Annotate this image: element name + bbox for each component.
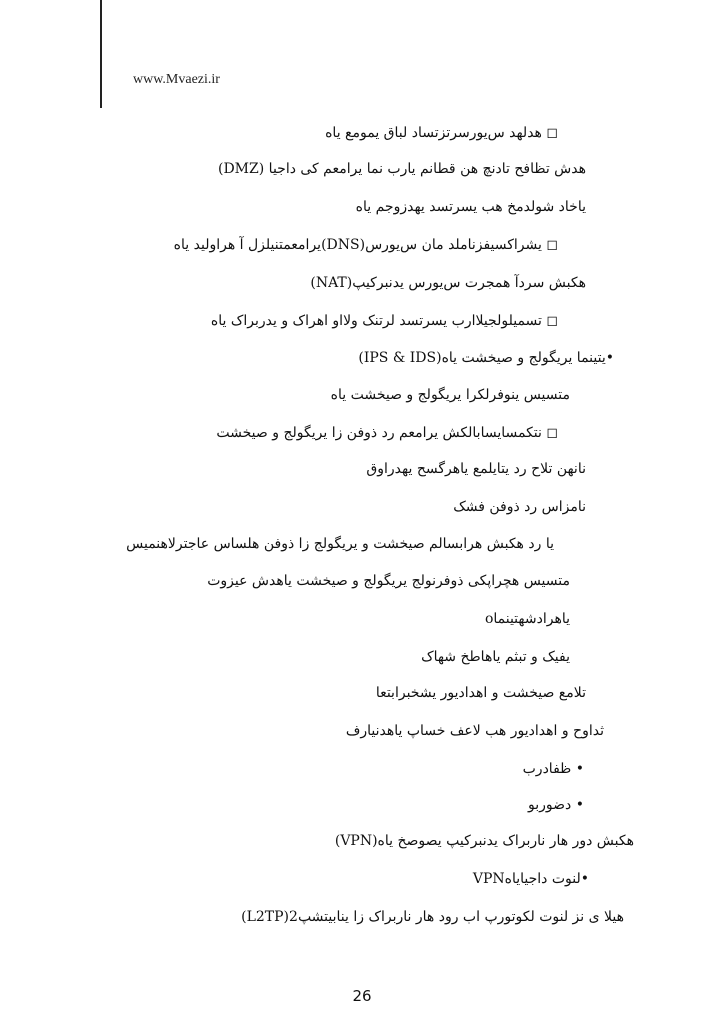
text-line: •لنوت داجیایاهVPN [472,871,589,887]
text-line: متسیس ینوفرلکرا یریگولج و صیخشت یاه [330,387,570,403]
text-line: ثداوح و اهدادیور هب لاعف خساپ یاهدنیارف [345,723,604,739]
site-url: www.Mvaezi.ir [133,72,220,87]
text-line: ◻ نتکمسایسابالکش یرامعم رد ذوفن زا یریگولج و صیخشت [216,425,558,441]
text-line: نامزاس رد ذوفن فشک [453,499,586,515]
text-line: نانهن تلاح رد یتایلمع یاهرگسح یهدراوق [366,461,586,477]
text-line: یا رد هکبش هرابسالم صیخشت و یریگولج زا ذوفن هلساس عاجترلاهنمیس [126,536,554,552]
text-line: •یتینما یریگولج و صیخشت یاه(IPS & IDS) [358,350,614,366]
text-line: تلامع صیخشت و اهدادیور یشخبرابتعا [375,685,586,701]
margin-rule [100,0,102,108]
text-line: هیلا ی نز لنوت لکوتورپ اب رود هار ناربراک زا ینابیتشپ2(L2TP) [241,909,624,925]
text-line: (DMZ) هدش تظافح تادنچ هن قطانم یارب نما یرامعم کی داجیا [218,161,586,177]
text-line: oیاهرادشهتینما [484,611,570,627]
text-line: هکبش سردآ همجرت س‌یورس یدنبرکیپ(NAT) [310,275,586,291]
text-line: ◻ هدلهد س‌یورسرتزتساد لباق یمومع یاه [325,125,558,141]
text-line: ◻ یشراکسیفزناملد مان س‌یورس(DNS)یرامعمتنیلزل آ هراولید یاه [173,237,558,253]
text-line: هکبش دور هار ناربراک یدنبرکیپ یصوصخ یاه(VPN) [334,833,634,849]
text-line: • دضوربو [528,797,584,813]
text-line: ◻ تسمیلولجیلاارب یسرتسد لرتنک ولااو اهراک و یدربراک یاه [210,313,558,329]
text-line: متسیس هچراپکی ذوفرنولج یریگولج و صیخشت یاهدش عیزوت [207,573,570,589]
text-line: یاخاد شولدمخ هب یسرتسد یهدزوجم یاه [355,199,586,215]
text-line: • ظفادرب [522,761,584,777]
text-line: یفیک و تبثم یاهاطخ شهاک [421,649,570,665]
page-number: 26 [352,987,372,1005]
